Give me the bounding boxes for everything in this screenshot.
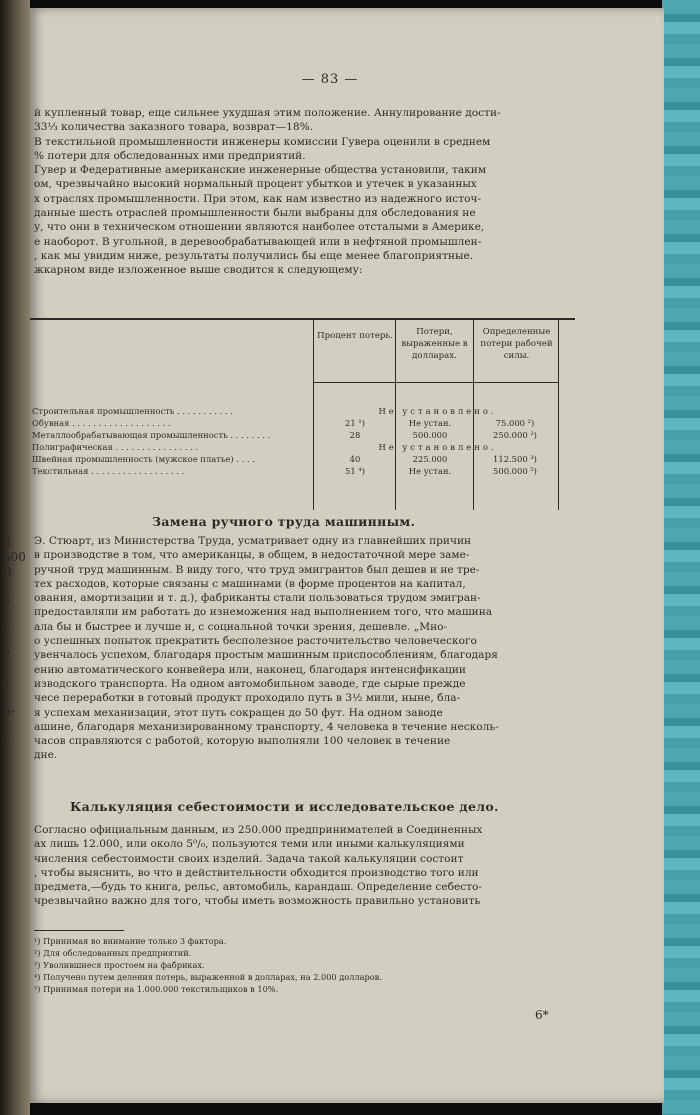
text-line: Согласно официальным данным, из 250.000 предпринимателей в Соединенных (34, 824, 483, 836)
left-fragment: 1 (3, 676, 11, 690)
text-line: предмета,—будь то книга, рельс, автомобиль, карандаш. Определение себесто- (34, 881, 482, 894)
text-line: предоставляли им работать до изнеможения над выполнением того, что машина (34, 606, 493, 619)
text-line: тех расходов, которые связаны с машинами (в форме процентов на капитал, (34, 577, 466, 590)
row-labor: 250.000 ²) (493, 430, 537, 440)
table-header-dollars: Потери, выраженные в долларах. (401, 327, 468, 361)
left-fragment: r. (3, 620, 12, 634)
row-percent: 40 (349, 454, 361, 464)
table-row (30, 418, 560, 429)
left-fragment: 3 500 (3, 536, 26, 564)
footnote: ¹) Принимая во внимание только 3 фактора. (34, 936, 227, 946)
row-industry: Текстильная (32, 466, 89, 476)
table-header-percent: Процент потерь. (317, 331, 393, 341)
row-span-value: Не установлено. (378, 442, 497, 452)
text-line: часов справляются с работой, которую выполняли 100 человек в течение (34, 735, 451, 748)
text-line: й купленный товар, еще сильнее ухудшая этим положение. Аннулирование дости- (34, 107, 501, 119)
row-industry: Полиграфическая (32, 442, 113, 452)
text-line: в производстве в том, что американцы, в общем, в недостаточной мере заме- (34, 549, 470, 562)
row-percent: 51 ⁴) (345, 466, 365, 476)
text-line: е наоборот. В угольной, в деревообрабатывающей или в нефтяной промышлен- (34, 235, 482, 248)
text-line: чрезвычайно важно для того, чтобы иметь возможность правильно установить (34, 895, 481, 908)
text-line: х отраслях промышленности. При этом, как нам известно из надежного источ- (34, 192, 482, 205)
page-number: — 83 — (301, 72, 359, 87)
text-line: дне. (34, 749, 58, 762)
section-heading: Замена ручного труда машинным. (152, 514, 416, 529)
text-line: ом, чрезвычайно высокий нормальный процент убытков и утечек в указанных (34, 178, 477, 191)
text-line: жкарном виде изложенное выше сводится к следующему: (34, 264, 363, 277)
text-line: , как мы увидим ниже, результаты получились бы еще менее благоприятные. (34, 249, 474, 262)
text-line: ала бы и быстрее и лучше и, с социальной точки зрения, дешевле. „Мно- (34, 620, 448, 633)
row-leader-dots: . . . . . . . . . . . . . . . . (115, 442, 199, 452)
text-line: 33⅓ количества заказного товара, возврат—18%. (34, 121, 314, 134)
table-row (30, 406, 560, 417)
text-line: ования, амортизации и т. д.), фабриканты стали пользоваться трудом эмигран- (34, 592, 481, 605)
text-line: я успехам механизации, этот путь сокращен до 50 фут. На одном заводе (34, 706, 443, 719)
text-line: изводского транспорта. На одном автомобильном заводе, где сырые прежде (34, 677, 466, 690)
row-leader-dots: . . . . . . . . (230, 430, 271, 440)
row-industry: Швейная промышленность (мужское платье) (32, 454, 234, 464)
row-industry: Строительная промышленность (32, 406, 175, 416)
left-fragment: n- (3, 704, 15, 718)
table-row (30, 430, 560, 441)
text-line: у, что они в техническом отношении являются наиболее отсталыми в Америке, (34, 221, 485, 234)
table-top-rule (30, 318, 575, 320)
row-span-value: Не установлено. (378, 406, 497, 416)
left-fragment: B (3, 565, 12, 579)
text-line: увенчалось успехом, благодаря простым машинным приспособлениям, благодаря (34, 649, 498, 662)
footnote: ⁴) Получено путем деления потерь, выраженной в долларах, на 2.000 долларов. (34, 972, 382, 982)
row-leader-dots: . . . . . . . . . . . . . . . . . . (91, 466, 185, 476)
row-percent: 28 (349, 430, 361, 440)
left-fragment: a (3, 592, 11, 606)
row-dollars: 500.000 (412, 430, 448, 440)
row-leader-dots: . . . . . . . . . . . (177, 406, 233, 416)
row-dollars: Не устан. (408, 466, 452, 476)
section-heading: Калькуляция себестоимости и исследовательское дело. (70, 799, 499, 814)
row-leader-dots: . . . . (236, 454, 255, 464)
text-line: данные шесть отраслей промышленности были выбраны для обследования не (34, 207, 476, 220)
signature-mark: 6* (535, 1008, 549, 1022)
text-line: ению автоматического конвейера или, наконец, благодаря интенсификации (34, 663, 466, 676)
row-labor: 75.000 ²) (495, 418, 535, 428)
row-labor: 500.000 ⁵) (493, 466, 537, 476)
row-percent: 21 ¹) (345, 418, 365, 428)
book-cover-edge (662, 0, 700, 1115)
table-row (30, 454, 560, 465)
footnote: ⁵) Принимая потери на 1.000.000 текстильщиков в 10%. (34, 984, 279, 994)
text-line: % потери для обследованных ими предприятий. (34, 149, 306, 162)
left-page-edge (0, 0, 30, 1115)
row-dollars: 225.000 (412, 454, 448, 464)
text-line: , чтобы выяснить, во что в действительности обходится производство того или (34, 866, 479, 879)
table-row (30, 442, 560, 453)
book-page (30, 8, 664, 1103)
text-line: В текстильной промышленности инженеры комиссии Гувера оценили в среднем (34, 135, 491, 148)
text-line: ручной труд машинным. В виду того, что труд эмигрантов был дешев и не тре- (34, 563, 480, 576)
text-line: ашине, благодаря механизированному транспорту, 4 человека в течение несколь- (34, 720, 499, 733)
table-row (30, 466, 560, 477)
row-dollars: Не устан. (408, 418, 452, 428)
table-header-labor: Определенные потери рабочей силы. (480, 327, 553, 361)
text-line: ах лишь 12.000, или около 5⁰/₀, пользуются теми или иными калькуляциями (34, 838, 465, 851)
table-header-rule (313, 382, 559, 383)
text-line: о успешных попыток прекратить бесполезное расточительство человеческого (34, 635, 477, 648)
row-labor: 112.500 ³) (493, 454, 537, 464)
row-industry: Металлообрабатывающая промышленность (32, 430, 228, 440)
footnote: ³) Уволившиеся простоем на фабриках. (34, 960, 205, 970)
text-line: чесе переработки в готовый продукт проходило путь в 3½ мили, ныне, бла- (34, 692, 461, 705)
text-line: Гувер и Федеративные американские инженерные общества установили, таким (34, 164, 487, 177)
text-line: числения себестоимости своих изделий. Задача такой калькуляции состоит (34, 852, 464, 865)
row-leader-dots: . . . . . . . . . . . . . . . . . . . (72, 418, 171, 428)
left-fragment: i, (3, 732, 11, 746)
section-paragraph (34, 823, 579, 909)
footnote-rule (34, 930, 124, 931)
footnote: ²) Для обследованных предприятий. (34, 948, 192, 958)
row-industry: Обувная (32, 418, 70, 428)
section-paragraph (34, 534, 579, 763)
left-fragment: 2 (3, 648, 11, 662)
text-line: Э. Стюарт, из Министерства Труда, усматривает одну из главнейших причин (34, 535, 472, 547)
intro-paragraph (34, 106, 579, 278)
